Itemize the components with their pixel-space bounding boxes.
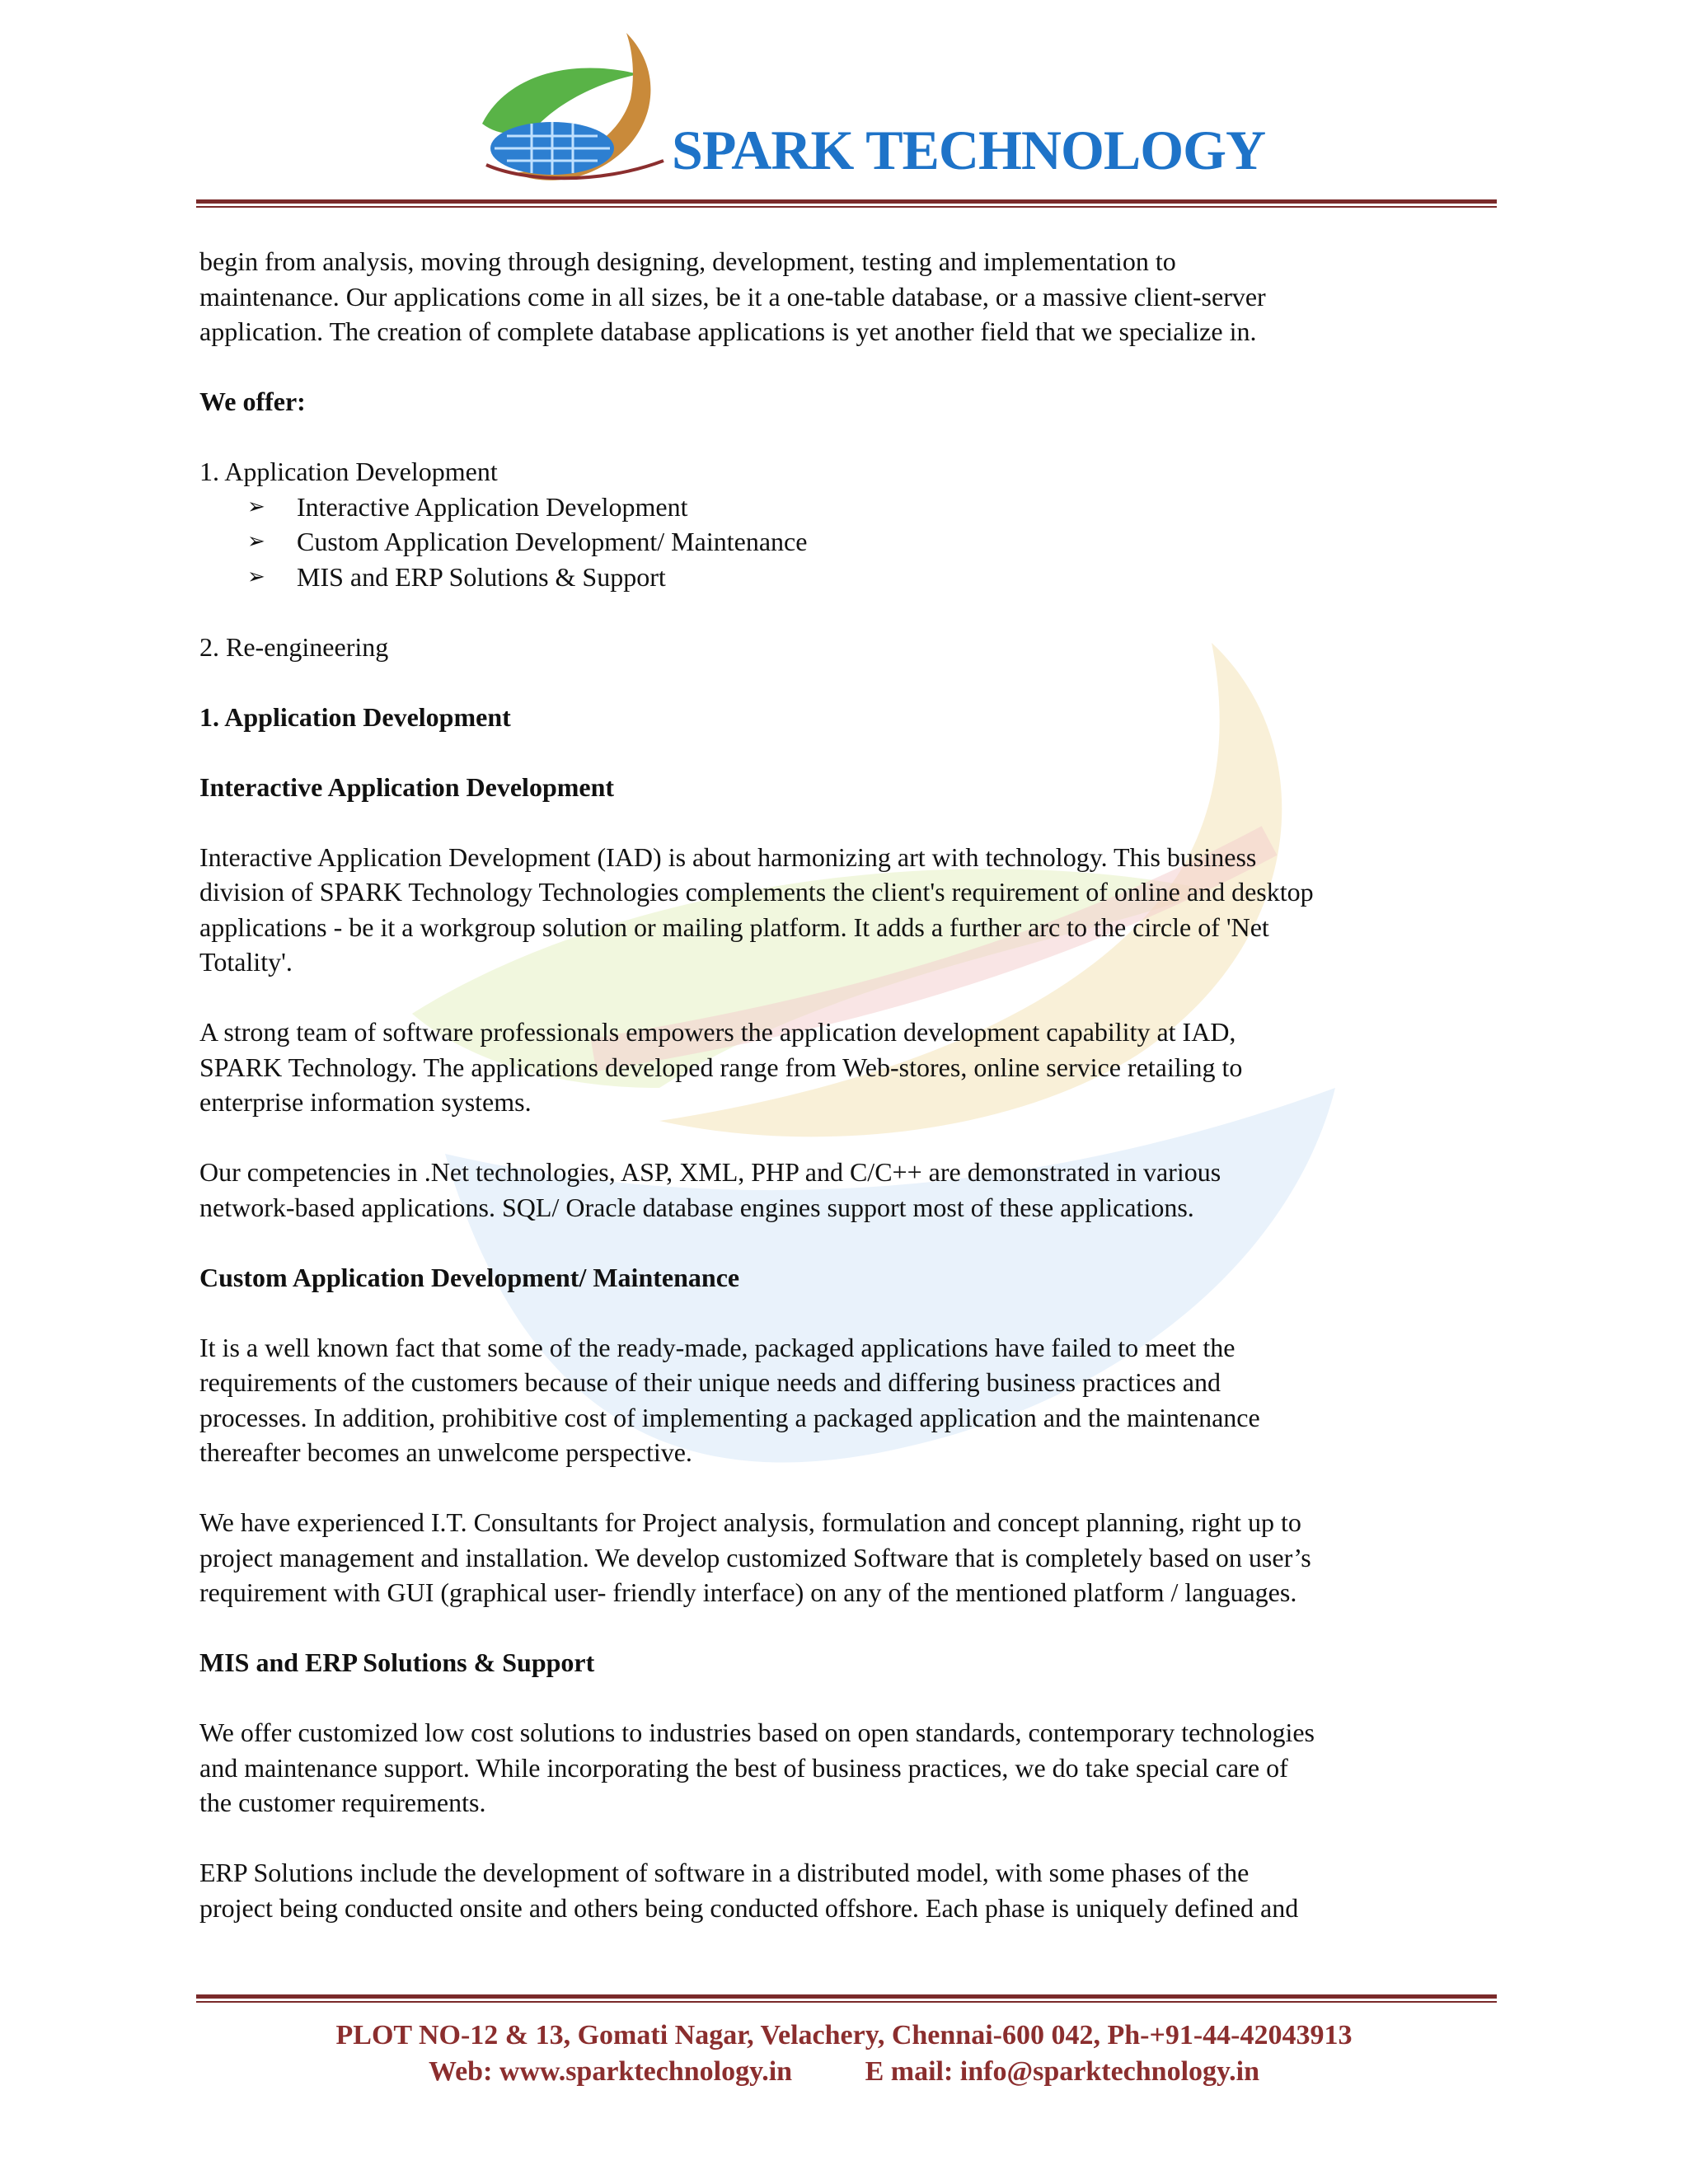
document-body <box>199 244 1493 1925</box>
list-title: 2. Re-engineering <box>199 631 389 662</box>
text-line: application. The creation of complete database applications is yet another field that we specialize in. <box>199 316 1257 346</box>
footer-email-link[interactable]: E mail: info@sparktechnology.in <box>865 2056 1260 2087</box>
subsection-heading: MIS and ERP Solutions & Support <box>199 1647 595 1677</box>
page-footer <box>0 2018 1688 2090</box>
section-heading: 1. Application Development <box>199 701 511 732</box>
arrow-bullet-icon: ➢ <box>247 529 265 553</box>
company-logo <box>474 25 680 190</box>
text-line: Totality'. <box>199 947 293 977</box>
arrow-bullet-icon: ➢ <box>247 564 265 588</box>
page-header <box>0 0 1688 214</box>
text-line: It is a well known fact that some of the ready-made, packaged applications have failed to meet the <box>199 1332 1236 1362</box>
text-line: maintenance. Our applications come in all sizes, be it a one-table database, or a massive client-server <box>199 281 1266 312</box>
text-line: Our competencies in .Net technologies, ASP, XML, PHP and C/C++ are demonstrated in various <box>199 1157 1221 1187</box>
list-item-text: Custom Application Development/ Maintenance <box>297 527 808 556</box>
text-line: SPARK Technology. The applications developed range from Web-stores, online service retailing to <box>199 1052 1243 1082</box>
text-line: We have experienced I.T. Consultants for Project analysis, formulation and concept planning, right up to <box>199 1507 1301 1537</box>
text-line: the customer requirements. <box>199 1788 486 1817</box>
footer-web-link[interactable]: Web: www.sparktechnology.in <box>428 2056 793 2087</box>
text-line: ERP Solutions include the development of software in a distributed model, with some phases of the <box>199 1858 1250 1887</box>
footer-address: PLOT NO-12 & 13, Gomati Nagar, Velachery, Chennai-600 042, Ph-+91-44-42043913 <box>335 2020 1353 2050</box>
text-line: Interactive Application Development (IAD) is about harmonizing art with technology. This business <box>199 841 1257 872</box>
list-item-text: MIS and ERP Solutions & Support <box>297 561 666 592</box>
text-line: A strong team of software professionals empowers the application development capability at IAD, <box>199 1017 1236 1047</box>
text-line: division of SPARK Technology Technologies complements the client's requirement of online and desktop <box>199 877 1314 907</box>
text-line: processes. In addition, prohibitive cost of implementing a packaged application and the maintenance <box>199 1402 1260 1432</box>
text-line: project being conducted onsite and others being conducted offshore. Each phase is uniquely defined and <box>199 1892 1299 1923</box>
brand-name: SPARK TECHNOLOGY <box>672 119 1266 181</box>
text-line: enterprise information systems. <box>199 1087 532 1117</box>
subsection-heading: Interactive Application Development <box>199 771 615 802</box>
offer-heading: We offer: <box>199 387 306 416</box>
text-line: project management and installation. We develop customized Software that is completely based on user’s <box>199 1542 1311 1572</box>
text-line: thereafter becomes an unwelcome perspective. <box>199 1437 692 1467</box>
text-line: requirements of the customers because of their unique needs and differing business practices and <box>199 1367 1221 1397</box>
text-line: and maintenance support. While incorporating the best of business practices, we do take special care of <box>199 1752 1288 1783</box>
text-line: applications - be it a workgroup solution or mailing platform. It adds a further arc to the circle of 'Net <box>199 912 1269 942</box>
list-title: 1. Application Development <box>199 457 498 486</box>
list-item-text: Interactive Application Development <box>297 491 688 522</box>
footer-rule-thin <box>196 2001 1497 2003</box>
arrow-bullet-icon: ➢ <box>247 494 265 518</box>
list-item <box>199 560 1493 595</box>
list-item <box>199 524 1493 560</box>
footer-rule <box>196 1994 1497 1999</box>
list-item <box>199 490 1493 525</box>
text-line: requirement with GUI (graphical user- friendly interface) on any of the mentioned platform / languages. <box>199 1577 1297 1607</box>
subsection-heading: Custom Application Development/ Maintenance <box>199 1262 740 1292</box>
text-line: We offer customized low cost solutions to industries based on open standards, contemporary technologies <box>199 1718 1315 1747</box>
text-line: begin from analysis, moving through designing, development, testing and implementation to <box>199 246 1176 276</box>
text-line: network-based applications. SQL/ Oracle database engines support most of these applications. <box>199 1192 1194 1222</box>
